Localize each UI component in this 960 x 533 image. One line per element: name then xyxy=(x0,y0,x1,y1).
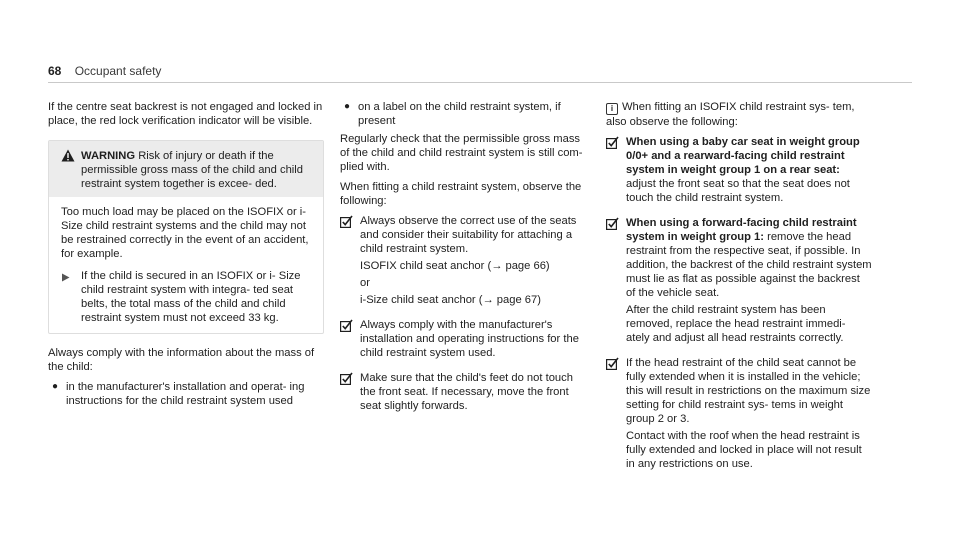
column-1 xyxy=(48,100,324,412)
warning-heading: Risk of injury or death if the permissible gross mass of the child and child restraint system together is excee- ded. xyxy=(81,150,303,190)
checklist-text: Make sure that the child's feet do not touch the front seat. If necessary, move the front seat slightly forwards. xyxy=(360,372,573,412)
checklist-heading: When using a forward-facing child restraint system in weight group 1: xyxy=(626,217,857,243)
checkbox-icon xyxy=(606,135,626,208)
checklist-extra: After the child restraint system has been removed, replace the head restraint immedi- ately and adjust all head restraints correctly. xyxy=(626,304,846,344)
warning-action xyxy=(61,269,313,325)
warning-triangle-icon xyxy=(61,149,81,191)
warning-box xyxy=(48,140,324,334)
column-2 xyxy=(340,100,590,424)
list-item xyxy=(340,100,590,128)
note-text: When fitting an ISOFIX child restraint sys- tem, also observe the following: xyxy=(606,101,855,128)
warning-action-text: If the child is secured in an ISOFIX or i- Size child restraint system with integra- ted seat belts, the total mass of the child and child restraint system must not exceed 33 kg. xyxy=(81,270,301,324)
observe-paragraph: When fitting a child restraint system, observe the following: xyxy=(340,181,582,207)
list-item xyxy=(48,380,324,408)
isofix-reference-link[interactable]: ISOFIX child seat anchor (→ page 66) xyxy=(360,260,550,272)
checklist-extra: Contact with the roof when the head restraint is fully extended and locked in place will not result in any restrictions on use. xyxy=(626,430,862,470)
check-paragraph: Regularly check that the permissible gross mass of the child and child restraint system is still com- plied with. xyxy=(340,133,583,173)
checkbox-icon xyxy=(606,216,626,348)
mass-info-paragraph: Always comply with the information about the mass of the child: xyxy=(48,347,315,373)
intro-paragraph: If the centre seat backrest is not engaged and locked in place, the red lock verification indicator will be visible. xyxy=(48,101,323,127)
list-item-text: in the manufacturer's installation and operat- ing instructions for the child restraint system used xyxy=(66,381,305,407)
checklist-item xyxy=(340,214,590,310)
bullet-icon: ● xyxy=(52,381,59,392)
isize-reference-link[interactable]: i-Size child seat anchor (→ page 67) xyxy=(360,294,541,306)
checklist-item xyxy=(606,135,872,208)
or-text: or xyxy=(360,277,370,289)
warning-body xyxy=(49,197,323,333)
checklist-heading: When using a baby car seat in weight group 0/0+ and a rearward-facing child restraint system in weight group 1 on a rear seat: xyxy=(626,136,860,176)
warning-label: WARNING xyxy=(81,150,136,162)
checklist-item xyxy=(340,318,590,363)
list-item-text: on a label on the child restraint system, if present xyxy=(358,101,561,127)
warning-header xyxy=(49,141,323,197)
info-icon: i xyxy=(606,103,618,115)
checklist-text: If the head restraint of the child seat cannot be fully extended when it is installed in the vehicle; this will result in restrictions on the maximum size setting for child restraint sys- tems in weight group 2 or 3. xyxy=(626,357,871,425)
header-divider xyxy=(48,82,912,83)
checkbox-icon xyxy=(340,318,360,363)
page-header xyxy=(48,64,161,78)
checklist-text: adjust the front seat so that the seat does not touch the child restraint system. xyxy=(626,178,850,204)
checkbox-icon xyxy=(340,214,360,310)
column-3 xyxy=(606,100,872,482)
section-title: Occupant safety xyxy=(74,64,162,78)
action-arrow-icon xyxy=(61,269,81,325)
bullet-icon: ● xyxy=(344,101,351,112)
note-paragraph xyxy=(606,100,872,129)
checklist-item xyxy=(606,356,872,474)
checklist-item xyxy=(606,216,872,348)
checkbox-icon xyxy=(606,356,626,474)
checklist-item xyxy=(340,371,590,416)
checkbox-icon xyxy=(340,371,360,416)
checklist-text: remove the head restraint from the respective seat, if possible. In addition, the backrest of the child restraint system must lie as flat as possible against the backrest of the vehicle seat. xyxy=(626,231,872,299)
warning-description: Too much load may be placed on the ISOFIX or i-Size child restraint systems and the child may not be restrained correctly in the event of an accident, for example. xyxy=(61,206,309,260)
checklist-text: Always observe the correct use of the seats and consider their suitability for attaching a child restraint system. xyxy=(360,215,577,255)
checklist-text: Always comply with the manufacturer's installation and operating instructions for the child restraint system used. xyxy=(360,319,579,359)
page-number: 68 xyxy=(48,64,62,78)
